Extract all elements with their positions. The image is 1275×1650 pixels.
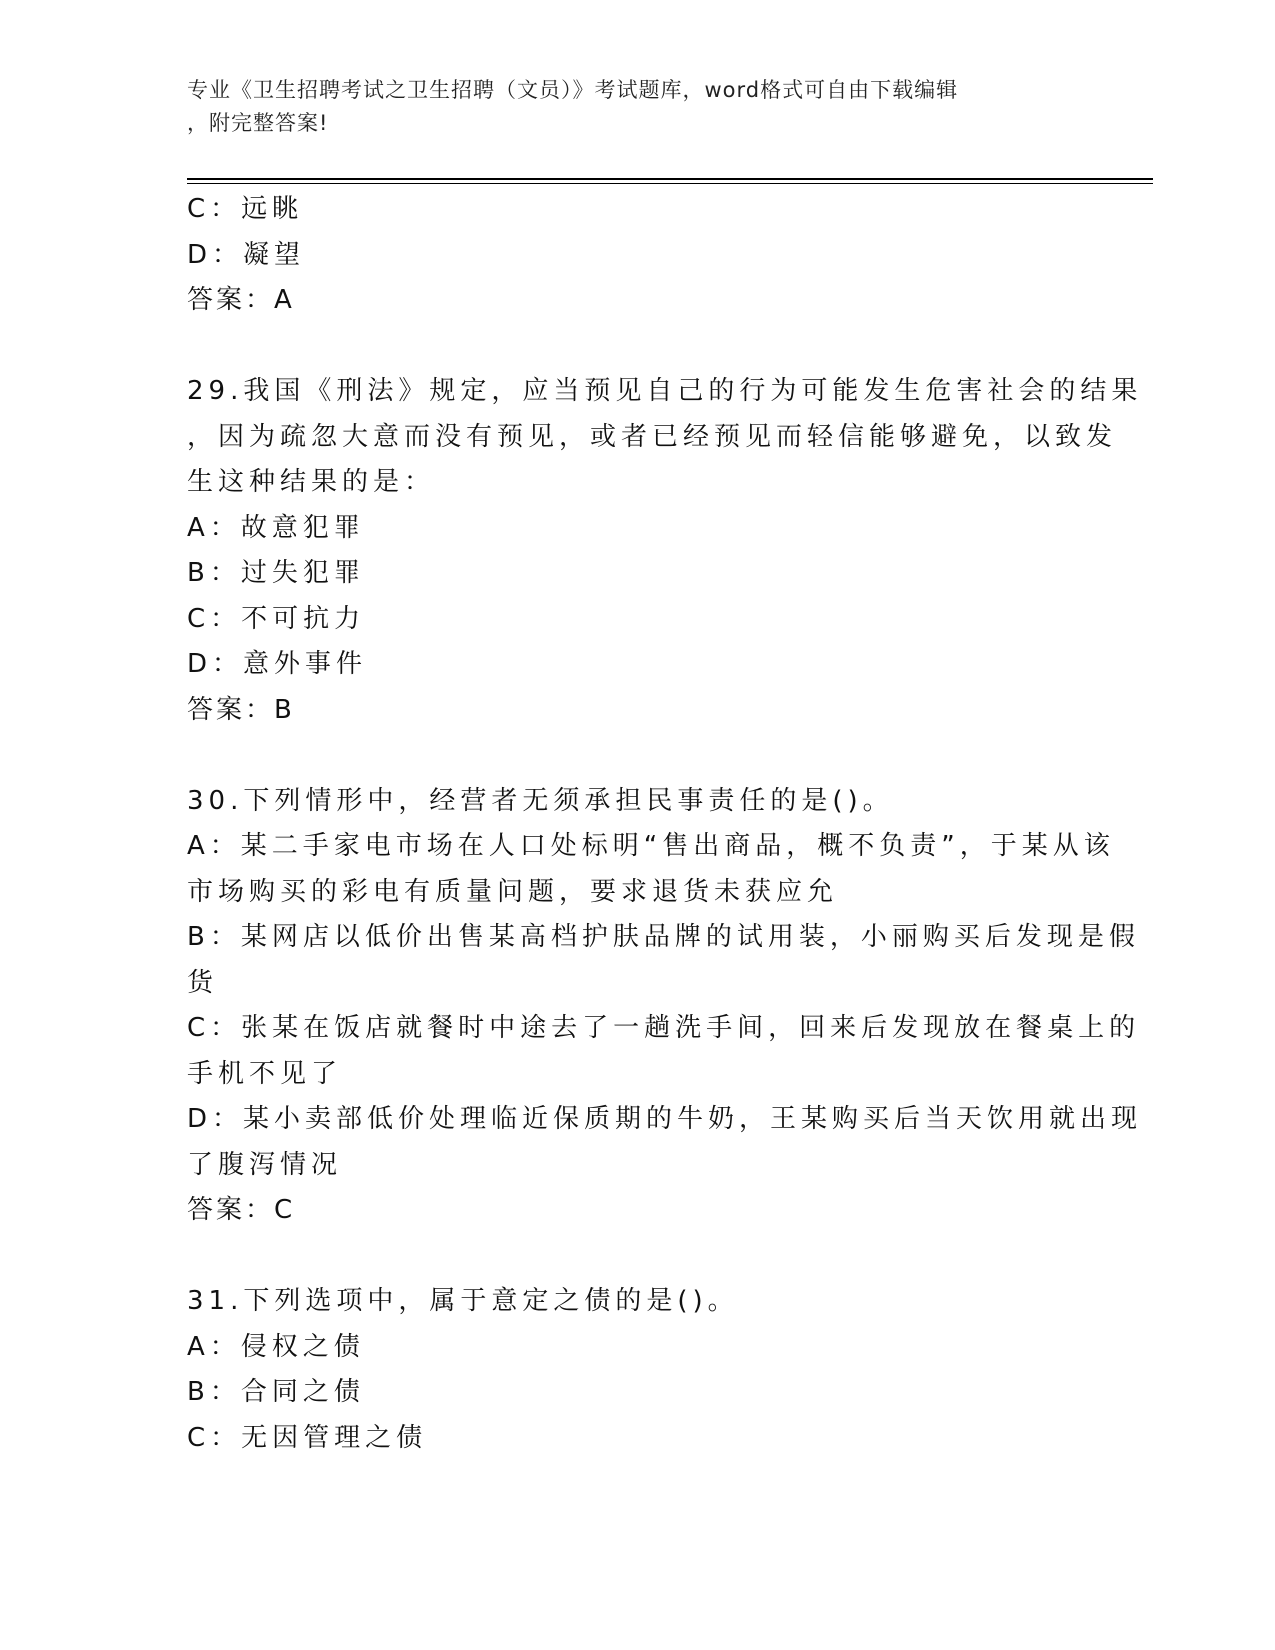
q30-option-a-line-2: 市场购买的彩电有质量问题，要求退货未获应允	[187, 876, 839, 907]
q30-option-b-line-2: 货	[187, 967, 219, 998]
q29-text-line-1: 29.我国《刑法》规定，应当预见自己的行为可能发生危害社会的结果	[187, 376, 1143, 406]
q31-option-a: A：侵权之债	[187, 1331, 365, 1362]
q30-option-d-line-2: 了腹泻情况	[187, 1149, 343, 1180]
spacer	[187, 733, 1087, 779]
q28-option-d: D：凝望	[187, 239, 306, 270]
q31-text: 31.下列选项中，属于意定之债的是()。	[187, 1286, 739, 1316]
header-line-1: 专业《卫生招聘考试之卫生招聘（文员）》考试题库，word格式可自由下载编辑	[187, 78, 959, 102]
q30-option-c-line-1: C：张某在饭店就餐时中途去了一趟洗手间，回来后发现放在餐桌上的	[187, 1013, 1141, 1043]
question-content	[187, 187, 1143, 1461]
q30-option-a-line-1: A：某二手家电市场在人口处标明“售出商品，概不负责”，于某从该	[187, 831, 1115, 861]
header-line-2: ，附完整答案!	[187, 111, 329, 135]
q30-option-c-line-2: 手机不见了	[187, 1058, 343, 1089]
q30-option-b-line-1: B：某网店以低价出售某高档护肤品牌的试用装，小丽购买后发现是假	[187, 922, 1140, 952]
header-rule-thick	[187, 178, 1153, 180]
q29-option-b: B：过失犯罪	[187, 558, 365, 588]
q29-option-d: D：意外事件	[187, 649, 368, 679]
q28-option-c: C：远眺	[187, 194, 304, 224]
q31-option-b: B：合同之债	[187, 1377, 365, 1407]
header-rule-thin	[187, 183, 1153, 184]
q30-text: 30.下列情形中，经营者无须承担民事责任的是()。	[187, 785, 894, 816]
q29-answer: 答案：B	[187, 694, 295, 725]
document-header	[187, 74, 1067, 140]
q30-answer: 答案：C	[187, 1195, 296, 1225]
q29-option-c: C：不可抗力	[187, 603, 366, 634]
q29-text-line-2: ，因为疏忽大意而没有预见，或者已经预见而轻信能够避免，以致发	[187, 421, 1118, 452]
spacer	[187, 1234, 1087, 1280]
q29-option-a: A：故意犯罪	[187, 512, 365, 543]
q28-answer: 答案：A	[187, 285, 295, 315]
spacer	[187, 324, 1087, 370]
q31-option-c: C：无因管理之债	[187, 1422, 428, 1453]
q29-text-line-3: 生这种结果的是：	[187, 467, 436, 497]
q30-option-d-line-1: D：某小卖部低价处理临近保质期的牛奶，王某购买后当天饮用就出现	[187, 1104, 1143, 1134]
